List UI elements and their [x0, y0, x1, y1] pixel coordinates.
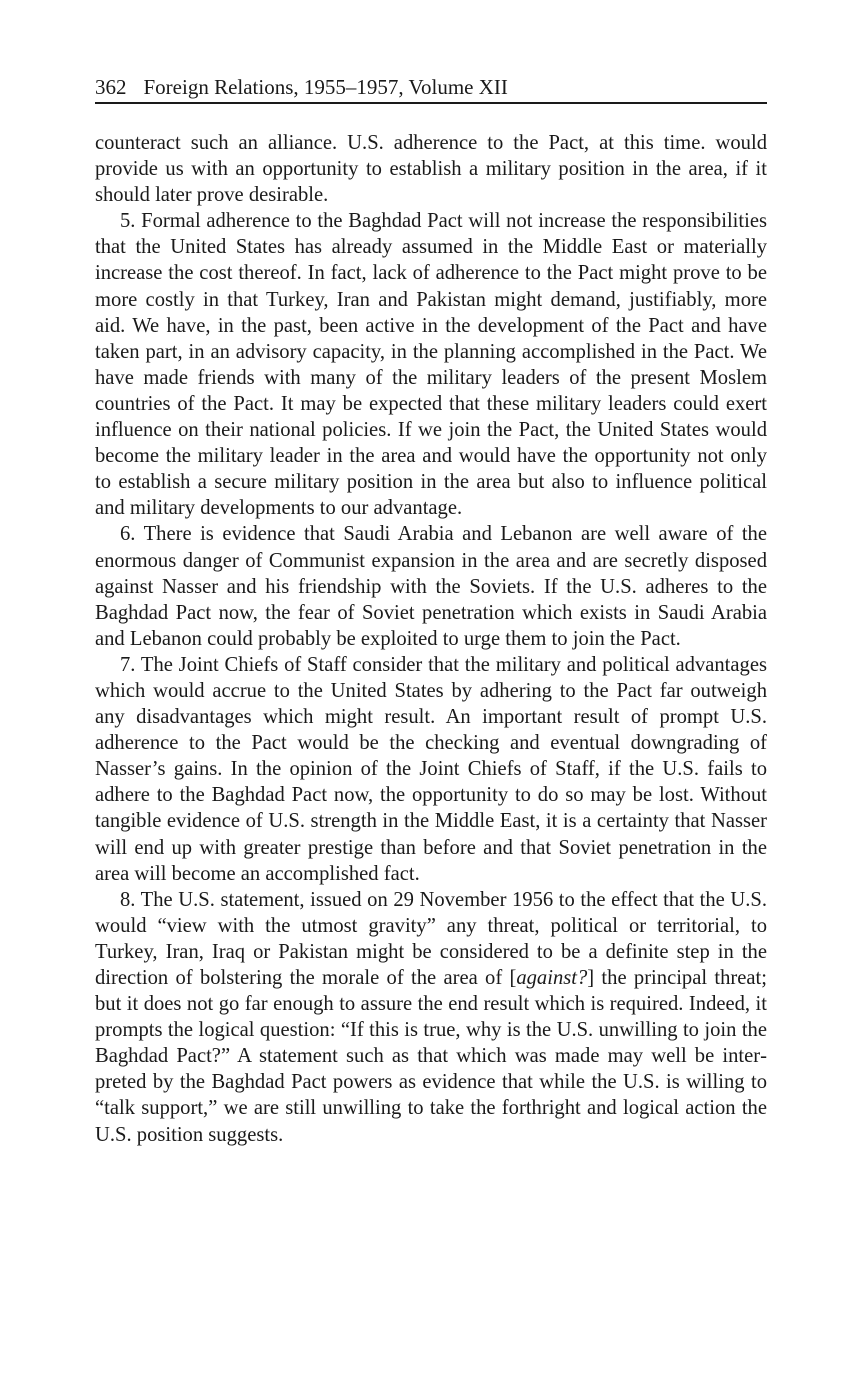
paragraph-8: [95, 887, 767, 1148]
page-number: 362: [95, 75, 127, 99]
paragraph-8-italic-insert: against?: [516, 967, 588, 989]
document-page: [95, 74, 767, 1148]
paragraph-6: 6. There is evidence that Saudi Arabia and Lebanon are well aware of the enormous danger of Communist expansion in the area and are secretly disposed against Nasser and his friendship with the Soviets. If the U.S. adheres to the Baghdad Pact now, the fear of Soviet penetration which exists in Saudi Arabia and Lebanon could probably be exploited to urge them to join the Pact.: [95, 523, 767, 650]
body-text: [95, 130, 767, 1148]
paragraph-7: 7. The Joint Chiefs of Staff consider that the military and political advantages which would accrue to the United States by adhering to the Pact far outweigh any disadvantages which might result. An important result of prompt U.S. adherence to the Pact would be the checking and eventual downgrading of Nasser’s gains. In the opinion of the Joint Chiefs of Staff, if the U.S. fails to adhere to the Baghdad Pact now, the opportunity to do so may be lost. Without tangible evidence of U.S. strength in the Middle East, it is a certainty that Nasser will end up with greater prestige than before and that Soviet penetration in the area will become an accomplished fact.: [95, 653, 767, 885]
paragraph-8-part-a: 8. The U.S. statement, issued on 29 November 1956 to the effect that the U.S. would “view with the utmost gravity” any threat, political or territorial, to Turkey, Iran, Iraq or Pakistan might be considered to be a definite step in the direction of bolstering the morale of the area of [: [95, 888, 767, 989]
paragraph-5: 5. Formal adherence to the Baghdad Pact will not increase the responsibilities that the United States has already assumed in the Middle East or materially increase the cost thereof. In fact, lack of adherence to the Pact might prove to be more costly in that Turkey, Iran and Pakistan might demand, justifiably, more aid. We have, in the past, been active in the development of the Pact and have taken part, in an advisory capacity, in the planning accomplished in the Pact. We have made friends with many of the military leaders of the present Moslem countries of the Pact. It may be expected that these military leaders could exert influence on their national policies. If we join the Pact, the United States would become the military leader in the area and would have the opportunity not only to establish a secure military position in the area but also to influence political and military developments to our advantage.: [95, 210, 767, 520]
running-header: [95, 74, 767, 104]
paragraph-continued: counteract such an alliance. U.S. adherence to the Pact, at this time. would provide us with an opportunity to establish a military position in the area, if it should later prove desirable.: [95, 132, 767, 207]
paragraph-8-part-b: ] the principal threat; but it does not go far enough to assure the end result which is required. Indeed, it prompts the logical question: “If this is true, why is the U.S. unwilling to join the Baghdad Pact?” A statement such as that which was made may well be interpreted by the Baghdad Pact powers as evidence that while the U.S. is willing to “talk support,” we are still unwilling to take the forthright and logical action the U.S. position suggests.: [95, 967, 767, 1146]
running-title: Foreign Relations, 1955–1957, Volume XII: [143, 75, 508, 99]
